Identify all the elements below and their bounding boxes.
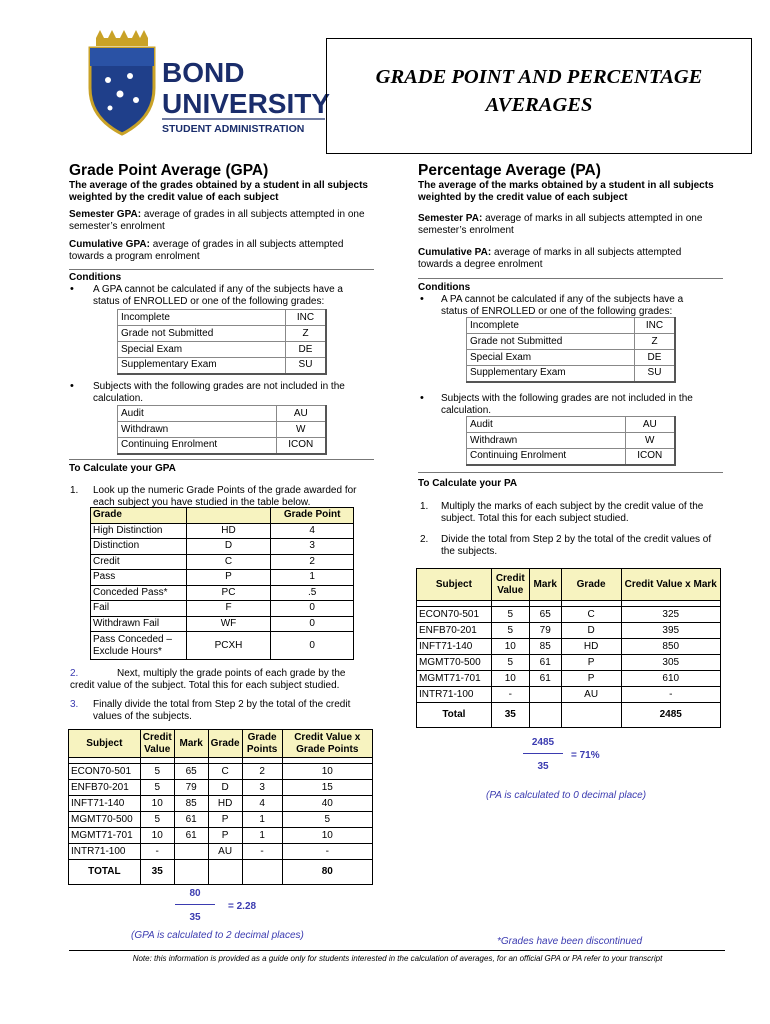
bond-university-logo	[70, 30, 330, 140]
column-header: Credit Value x Grade Points	[282, 730, 372, 758]
pa-step2-num: 2.	[420, 534, 429, 545]
grade-row	[118, 406, 327, 422]
pa-fraction-result: = 71%	[571, 750, 600, 761]
gpa-step3-num: 3.	[70, 699, 79, 710]
pa-semester-definition	[418, 213, 723, 237]
calc-cell: 5	[140, 764, 174, 780]
calc-cell: MGMT70-500	[69, 812, 141, 828]
calc-cell: D	[208, 780, 242, 796]
grade-row	[467, 334, 676, 350]
grade-name: Withdrawn	[118, 422, 277, 438]
calc-cell: -	[491, 687, 529, 703]
grade-code: INC	[635, 318, 676, 334]
calc-cell: MGMT71-701	[69, 828, 141, 844]
grade-point: 0	[271, 601, 354, 617]
calc-cell: MGMT70-500	[417, 655, 492, 671]
grade-point: 3	[271, 539, 354, 555]
calc-cell: D	[561, 623, 621, 639]
grade-point: 0	[271, 632, 354, 660]
total-value: 80	[282, 860, 372, 885]
university-crest-icon	[70, 30, 330, 140]
calc-cell: 3	[242, 780, 282, 796]
pa-semester-text: average of marks in all subjects attempted in one semester’s enrolment	[418, 213, 703, 236]
logo-department-text: STUDENT ADMINISTRATION	[162, 123, 305, 135]
column-header: Mark	[529, 569, 561, 601]
pa-conditions-label: Conditions	[418, 282, 471, 293]
calc-cell	[529, 687, 561, 703]
bullet-icon: •	[70, 283, 74, 295]
pa-step1-num: 1.	[420, 501, 429, 512]
pa-calc-heading: To Calculate your PA	[418, 478, 518, 489]
grade-code: Z	[635, 334, 676, 350]
calc-cell: 61	[529, 671, 561, 687]
grade-code: W	[276, 422, 326, 438]
grade-code: PCXH	[186, 632, 271, 660]
bullet-icon: •	[70, 380, 74, 392]
gpa-calc-table	[68, 729, 373, 885]
calc-cell: INTR71-100	[69, 844, 141, 860]
total-blank-cell	[208, 860, 242, 885]
grade-code: DE	[635, 350, 676, 366]
gpa-cumulative-text: average of grades in all subjects attempted towards a program enrolment	[69, 239, 344, 262]
gpa-semester-label: Semester GPA:	[69, 209, 142, 220]
pa-divider-2	[418, 472, 723, 473]
calc-cell: INFT71-140	[69, 796, 141, 812]
grade-row	[467, 433, 676, 449]
grade-name: Audit	[467, 417, 626, 433]
calc-cell: 65	[529, 607, 561, 623]
grade-name: Pass Conceded – Exclude Hours*	[91, 632, 187, 660]
pa-calc-table	[416, 568, 721, 728]
calc-cell: AU	[561, 687, 621, 703]
calc-cell: 5	[140, 780, 174, 796]
grade-points-row	[91, 601, 354, 617]
calc-cell: ENFB70-201	[69, 780, 141, 796]
calc-row	[417, 671, 721, 687]
calc-cell: 85	[174, 796, 208, 812]
calc-cell: 61	[174, 828, 208, 844]
column-header: Credit Value x Mark	[621, 569, 721, 601]
calc-row	[69, 812, 373, 828]
grade-points-header	[91, 508, 354, 524]
calc-cell: 10	[282, 764, 372, 780]
calc-cell: 10	[140, 828, 174, 844]
grade-name: Credit	[91, 554, 187, 570]
column-header: Subject	[417, 569, 492, 601]
gpa-semester-definition	[69, 209, 369, 233]
grade-code: F	[186, 601, 271, 617]
calc-row	[417, 607, 721, 623]
grade-row	[467, 318, 676, 334]
column-header: Credit Value	[140, 730, 174, 758]
grade-name: Supplementary Exam	[467, 366, 635, 382]
grade-code: D	[186, 539, 271, 555]
grade-name: High Distinction	[91, 523, 187, 539]
calc-cell: 5	[491, 655, 529, 671]
grade-code: ICON	[625, 449, 675, 465]
total-label: TOTAL	[69, 860, 141, 885]
calc-cell	[174, 844, 208, 860]
grade-row	[118, 342, 327, 358]
grade-name: Incomplete	[118, 310, 286, 326]
pa-cumulative-label: Cumulative PA:	[418, 247, 492, 258]
title-box	[326, 38, 752, 154]
pa-cumulative-text: average of marks in all subjects attempted towards a degree enrolment	[418, 247, 682, 270]
pa-step2: Divide the total from Step 2 by the total of the credit values of the subjects.	[441, 534, 712, 557]
total-row	[69, 860, 373, 885]
grade-point: 1	[271, 570, 354, 586]
header-grade: Grade	[91, 508, 187, 524]
grade-code: C	[186, 554, 271, 570]
gpa-step2-num: 2.	[70, 668, 79, 679]
grade-code: HD	[186, 523, 271, 539]
calc-cell: 61	[174, 812, 208, 828]
gpa-definition: The average of the grades obtained by a student in all subjects weighted by the credit value of each subject	[69, 180, 368, 203]
calc-cell: 10	[140, 796, 174, 812]
calc-cell: C	[561, 607, 621, 623]
grade-name: Special Exam	[467, 350, 635, 366]
grade-point: 4	[271, 523, 354, 539]
calc-cell: P	[561, 655, 621, 671]
gpa-step2: Next, multiply the grade points of each grade by the credit value of the subject. Total this for each subject studied.	[70, 668, 346, 691]
grade-name: Withdrawn Fail	[91, 616, 187, 632]
grade-name: Fail	[91, 601, 187, 617]
column-header: Subject	[69, 730, 141, 758]
logo-bond-text: BOND	[162, 57, 245, 88]
calc-cell: 610	[621, 671, 721, 687]
calc-cell: 10	[282, 828, 372, 844]
total-blank-cell	[174, 860, 208, 885]
grade-name: Special Exam	[118, 342, 286, 358]
bullet-icon: •	[420, 392, 424, 404]
grade-points-row	[91, 616, 354, 632]
grade-points-row	[91, 554, 354, 570]
gpa-step3: Finally divide the total from Step 2 by the total of the credit values of the subjects.	[93, 699, 351, 722]
pa-semester-label: Semester PA:	[418, 213, 483, 224]
total-label: Total	[417, 703, 492, 728]
total-value: 2485	[621, 703, 721, 728]
column-header: Grade	[208, 730, 242, 758]
gpa-calc-heading: To Calculate your GPA	[69, 463, 176, 474]
calc-cell: 15	[282, 780, 372, 796]
calc-row	[417, 623, 721, 639]
gpa-semester-text: average of grades in all subjects attempted in one semester’s enrolment	[69, 209, 365, 232]
calc-cell: 2	[242, 764, 282, 780]
grade-row	[467, 417, 676, 433]
total-credit: 35	[140, 860, 174, 885]
page-title-line1: GRADE POINT AND PERCENTAGE	[375, 66, 703, 88]
calc-cell: 5	[140, 812, 174, 828]
total-blank-cell	[529, 703, 561, 728]
calc-cell: HD	[208, 796, 242, 812]
column-header: Mark	[174, 730, 208, 758]
pa-definition: The average of the marks obtained by a student in all subjects weighted by the credit value of each subject	[418, 180, 714, 203]
calc-cell: 10	[491, 639, 529, 655]
gpa-conditions-label: Conditions	[69, 272, 122, 283]
gpa-heading: Grade Point Average (GPA)	[69, 162, 269, 179]
calc-cell: HD	[561, 639, 621, 655]
calc-cell: 65	[174, 764, 208, 780]
gpa-fraction-bar	[175, 904, 215, 905]
calc-cell: 850	[621, 639, 721, 655]
gpa-step1-num: 1.	[70, 485, 79, 496]
calc-header	[69, 730, 373, 758]
gpa-step1: Look up the numeric Grade Points of the grade awarded for each subject you have studied in the table below.	[93, 485, 357, 508]
calc-cell: 395	[621, 623, 721, 639]
calc-cell: 5	[491, 623, 529, 639]
calc-cell: P	[561, 671, 621, 687]
calc-row	[417, 639, 721, 655]
pa-condition-2: Subjects with the following grades are not included in the calculation.	[441, 393, 693, 416]
calc-cell: 325	[621, 607, 721, 623]
calc-row	[69, 764, 373, 780]
calc-row	[417, 687, 721, 703]
grade-points-row	[91, 539, 354, 555]
header-blank	[186, 508, 271, 524]
grade-row	[118, 422, 327, 438]
discontinued-note: *Grades have been discontinued	[497, 936, 643, 947]
calc-cell: MGMT71-701	[417, 671, 492, 687]
calc-cell: 85	[529, 639, 561, 655]
pa-fraction-denominator: 35	[537, 761, 549, 772]
pa-condition-2-table	[466, 416, 676, 466]
grade-row	[118, 358, 327, 374]
calc-cell: -	[621, 687, 721, 703]
grade-point: 2	[271, 554, 354, 570]
gpa-condition-2: Subjects with the following grades are not included in the calculation.	[93, 381, 345, 404]
grade-row	[467, 449, 676, 465]
pa-note: (PA is calculated to 0 decimal place)	[486, 790, 647, 801]
total-blank-cell	[561, 703, 621, 728]
grade-code: P	[186, 570, 271, 586]
grade-row	[467, 366, 676, 382]
grade-code: WF	[186, 616, 271, 632]
pa-condition-1: A PA cannot be calculated if any of the subjects have a status of ENROLLED or one of the following grades:	[441, 294, 684, 317]
pa-cumulative-definition	[418, 247, 718, 271]
column-header: Grade	[561, 569, 621, 601]
grade-code: ICON	[276, 438, 326, 454]
calc-cell: P	[208, 828, 242, 844]
grade-points-table	[90, 507, 354, 660]
grade-row	[467, 350, 676, 366]
total-credit: 35	[491, 703, 529, 728]
gpa-condition-1-table	[117, 309, 327, 375]
calc-cell: -	[242, 844, 282, 860]
page-title-line2: AVERAGES	[485, 94, 593, 116]
calc-cell: 10	[491, 671, 529, 687]
grade-name: Supplementary Exam	[118, 358, 286, 374]
grade-code: Z	[286, 326, 327, 342]
grade-code: INC	[286, 310, 327, 326]
gpa-condition-1: A GPA cannot be calculated if any of the subjects have a status of ENROLLED or one of the following grades:	[93, 284, 343, 307]
grade-code: DE	[286, 342, 327, 358]
grade-points-row	[91, 585, 354, 601]
gpa-fraction-numerator: 80	[189, 888, 201, 899]
calc-row	[417, 655, 721, 671]
calc-cell: 40	[282, 796, 372, 812]
grade-code: SU	[635, 366, 676, 382]
grade-points-row	[91, 632, 354, 660]
calc-cell: 61	[529, 655, 561, 671]
grade-name: Grade not Submitted	[467, 334, 635, 350]
logo-university-text: UNIVERSITY	[162, 88, 330, 119]
calc-row	[69, 796, 373, 812]
header-grade-point: Grade Point	[271, 508, 354, 524]
calc-cell: C	[208, 764, 242, 780]
calc-row	[69, 780, 373, 796]
calc-cell: ECON70-501	[69, 764, 141, 780]
calc-cell: 79	[174, 780, 208, 796]
gpa-divider-2	[69, 459, 374, 460]
footer-note: Note: this information is provided as a guide only for students interested in the calculation of averages, for an official GPA or PA refer to your transcript	[132, 954, 663, 963]
calc-cell: P	[208, 812, 242, 828]
gpa-fraction-result: = 2.28	[228, 901, 257, 912]
grade-code: PC	[186, 585, 271, 601]
gpa-fraction-denominator: 35	[189, 912, 201, 923]
gpa-condition-2-table	[117, 405, 327, 455]
grade-code: AU	[276, 406, 326, 422]
grade-name: Grade not Submitted	[118, 326, 286, 342]
calc-cell: 5	[491, 607, 529, 623]
grade-row	[118, 326, 327, 342]
grade-points-row	[91, 523, 354, 539]
pa-heading: Percentage Average (PA)	[418, 162, 601, 179]
calc-cell: 1	[242, 812, 282, 828]
calc-cell: INFT71-140	[417, 639, 492, 655]
bullet-icon: •	[420, 293, 424, 305]
grade-code: W	[625, 433, 675, 449]
column-header: Credit Value	[491, 569, 529, 601]
pa-fraction-bar	[523, 753, 563, 754]
grade-name: Conceded Pass*	[91, 585, 187, 601]
pa-divider-1	[418, 278, 723, 279]
calc-cell: ENFB70-201	[417, 623, 492, 639]
grade-name: Continuing Enrolment	[118, 438, 277, 454]
footer-divider	[69, 950, 725, 951]
grade-name: Pass	[91, 570, 187, 586]
total-blank-cell	[242, 860, 282, 885]
grade-code: SU	[286, 358, 327, 374]
grade-point: 0	[271, 616, 354, 632]
gpa-cumulative-definition	[69, 239, 369, 263]
calc-cell: 1	[242, 828, 282, 844]
calc-cell: 305	[621, 655, 721, 671]
grade-row	[118, 438, 327, 454]
calc-cell: -	[282, 844, 372, 860]
calc-cell: 79	[529, 623, 561, 639]
calc-row	[69, 844, 373, 860]
pa-condition-1-table	[466, 317, 676, 383]
calc-cell: 5	[282, 812, 372, 828]
gpa-note: (GPA is calculated to 2 decimal places)	[131, 930, 304, 941]
calc-cell: INTR71-100	[417, 687, 492, 703]
gpa-divider-1	[69, 269, 374, 270]
total-row	[417, 703, 721, 728]
grade-name: Audit	[118, 406, 277, 422]
calc-cell: -	[140, 844, 174, 860]
calc-cell: AU	[208, 844, 242, 860]
calc-cell: ECON70-501	[417, 607, 492, 623]
grade-row	[118, 310, 327, 326]
calc-header	[417, 569, 721, 601]
grade-code: AU	[625, 417, 675, 433]
grade-point: .5	[271, 585, 354, 601]
pa-step1: Multiply the marks of each subject by the credit value of the subject. Total this for each subject studied.	[441, 501, 704, 524]
pa-fraction-numerator: 2485	[531, 737, 555, 748]
grade-name: Incomplete	[467, 318, 635, 334]
gpa-cumulative-label: Cumulative GPA:	[69, 239, 150, 250]
grade-name: Continuing Enrolment	[467, 449, 626, 465]
calc-cell: 4	[242, 796, 282, 812]
grade-name: Distinction	[91, 539, 187, 555]
column-header: Grade Points	[242, 730, 282, 758]
calc-row	[69, 828, 373, 844]
grade-points-row	[91, 570, 354, 586]
grade-name: Withdrawn	[467, 433, 626, 449]
